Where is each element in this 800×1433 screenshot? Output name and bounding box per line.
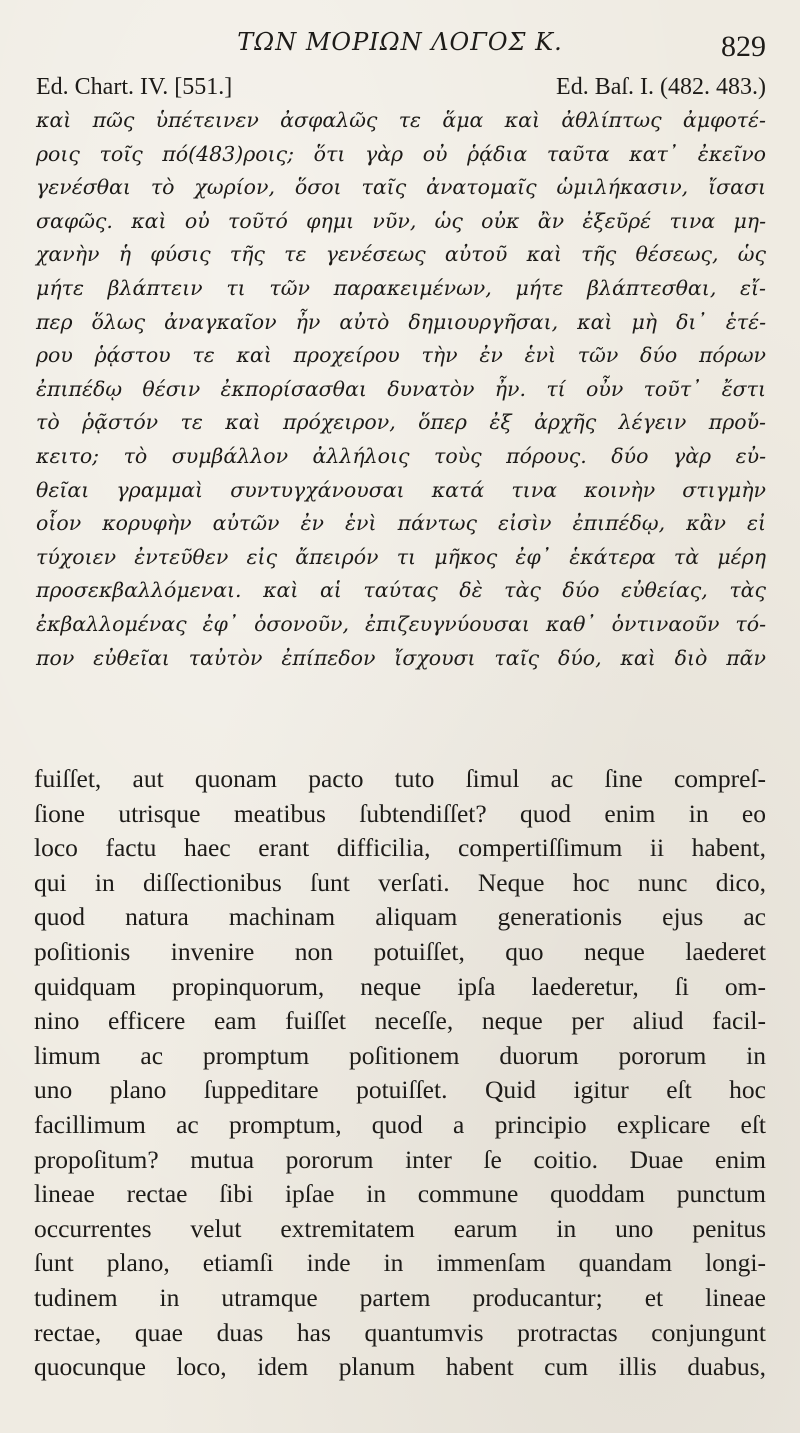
greek-text-line: ρου ῥᾴστου τε καὶ προχείρου τὴν ἐν ἑνὶ τῶν δύο πόρων xyxy=(36,343,766,368)
latin-text-line: occurrentes velut extremitatem earum in uno penitus xyxy=(34,1213,766,1243)
latin-text-line: tudinem in utramque partem producantur; et lineae xyxy=(34,1282,766,1312)
edition-references xyxy=(36,74,766,101)
latin-text-line: uno plano ſuppeditare potuiſſet. Quid igitur eſt hoc xyxy=(34,1075,766,1105)
running-head: ΤΩΝ ΜΟΡΙΩΝ ΛΟΓΟΣ Κ. xyxy=(237,28,563,56)
greek-text-line: οἷον κορυφὴν αὐτῶν ἐν ἑνὶ πάντως εἰσὶν ἐπιπέδῳ, κἂν εἰ xyxy=(36,511,766,536)
latin-text-line: loco factu haec erant difficilia, compertiſſimum ii habent, xyxy=(34,833,766,863)
greek-text-block xyxy=(36,104,766,675)
greek-text-line: θεῖαι γραμμαὶ συντυγχάνουσαι κατά τινα κοινὴν στιγμὴν xyxy=(36,477,766,502)
latin-text-line: nino efficere eam fuiſſet neceſſe, neque per aliud facil- xyxy=(34,1006,766,1036)
greek-text-line: χανὴν ἡ φύσις τῆς τε γενέσεως αὐτοῦ καὶ τῆς θέσεως, ὡς xyxy=(36,242,766,267)
edition-chart-reference: Ed. Chart. IV. [551.] xyxy=(36,74,233,100)
latin-text-line: facillimum ac promptum, quod a principio explicare eſt xyxy=(34,1109,766,1139)
latin-text-line: poſitionis invenire non potuiſſet, quo neque laederet xyxy=(34,936,766,966)
page-number: 829 xyxy=(721,30,766,63)
greek-text-line: μήτε βλάπτειν τι τῶν παρακειμένων, μήτε βλάπτεσθαι, εἴ- xyxy=(36,275,766,300)
latin-text-line: quidquam propinquorum, neque ipſa laederetur, ſi om- xyxy=(34,971,766,1001)
greek-text-line: κειτο; τὸ συμβάλλον ἀλλήλοις τοὺς πόρους. δύο γὰρ εὐ- xyxy=(36,443,766,468)
greek-text-line: περ ὅλως ἀναγκαῖον ἦν αὐτὸ δημιουργῆσαι, καὶ μὴ δι᾽ ἑτέ- xyxy=(36,309,766,334)
greek-text-line: καὶ πῶς ὑπέτεινεν ἀσφαλῶς τε ἅμα καὶ ἀθλίπτως ἀμφοτέ- xyxy=(36,108,766,132)
greek-text-line: σαφῶς. καὶ οὐ τοῦτό φημι νῦν, ὡς οὐκ ἂν ἐξεῦρέ τινα μη- xyxy=(36,208,766,233)
latin-text-line: limum ac promptum poſitionem duorum pororum in xyxy=(34,1040,766,1070)
latin-text-line: ſione utrisque meatibus ſubtendiſſet? quod enim in eo xyxy=(34,798,766,828)
latin-text-line: quocunque loco, idem planum habent cum illis duabus, xyxy=(34,1352,766,1382)
latin-text-line: fuiſſet, aut quonam pacto tuto ſimul ac ſine compreſ- xyxy=(34,764,766,793)
greek-text-line: τύχοιεν ἐντεῦθεν εἰς ἄπειρόν τι μῆκος ἐφ᾽ ἑκάτερα τὰ μέρη xyxy=(36,544,766,569)
latin-text-line: qui in diſſectionibus ſunt verſati. Neque hoc nunc dico, xyxy=(34,867,766,897)
greek-text-line: πον εὐθεῖαι ταὐτὸν ἐπίπεδον ἴσχουσι ταῖς δύο, καὶ διὸ πᾶν xyxy=(36,645,766,670)
edition-basel-reference: Ed. Baſ. I. (482. 483.) xyxy=(556,74,766,100)
greek-text-line: ἐπιπέδῳ θέσιν ἐκπορίσασθαι δυνατὸν ἦν. τί οὖν τοῦτ᾽ ἔστι xyxy=(36,376,766,401)
latin-text-line: lineae rectae ſibi ipſae in commune quoddam punctum xyxy=(34,1179,766,1209)
greek-text-line: ροις τοῖς πό(483)ροις; ὅτι γὰρ οὐ ῥᾴδια ταῦτα κατ᾽ ἐκεῖνο xyxy=(36,141,766,166)
latin-text-block xyxy=(34,762,766,1385)
latin-text-line: ſunt plano, etiamſi inde in immenſam quandam longi- xyxy=(34,1248,766,1278)
greek-text-line: γενέσθαι τὸ χωρίον, ὅσοι ταῖς ἀνατομαῖς ὡμιλήκασιν, ἴσασι xyxy=(36,175,766,200)
greek-text-line: προσεκβαλλόμεναι. καὶ αἱ ταύτας δὲ τὰς δύο εὐθείας, τὰς xyxy=(36,578,766,603)
latin-text-line: propoſitum? mutua pororum inter ſe coitio. Duae enim xyxy=(34,1144,766,1174)
latin-text-line: quod natura machinam aliquam generationis ejus ac xyxy=(34,902,766,932)
greek-text-line: ἐκβαλλομένας ἐφ᾽ ὁσονοῦν, ἐπιζευγνύουσαι καθ᾽ ὁντιναοῦν τό- xyxy=(36,611,766,636)
greek-text-line: τὸ ῥᾷστόν τε καὶ πρόχειρον, ὅπερ ἐξ ἀρχῆς λέγειν προὔ- xyxy=(36,410,766,435)
latin-text-line: rectae, quae duas has quantumvis protractas conjungunt xyxy=(34,1317,766,1347)
